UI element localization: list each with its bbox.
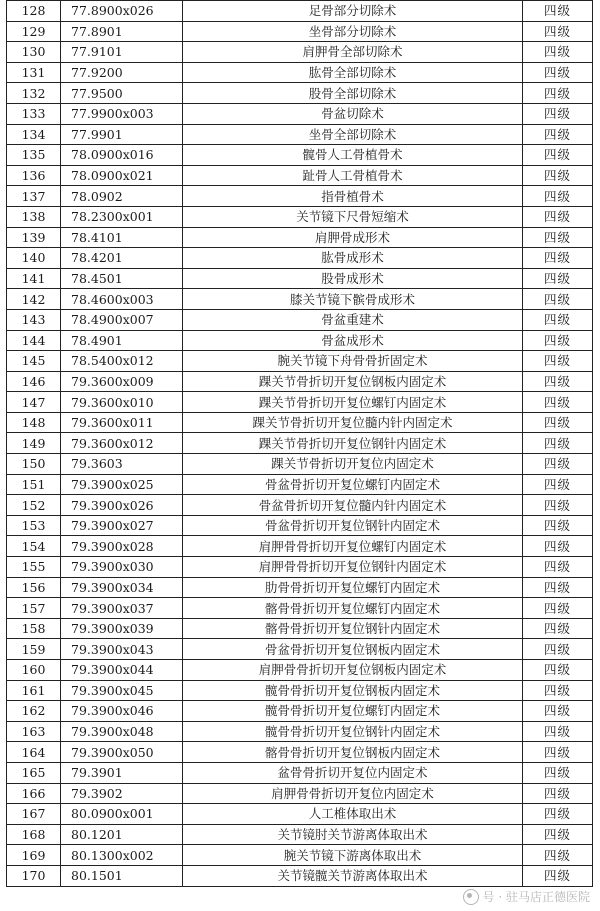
table-row [7, 330, 593, 351]
procedure-name-cell: 腕关节镜下游离体取出术 [183, 845, 523, 866]
surgery-level-cell: 四级 [523, 289, 593, 310]
procedure-name-cell: 人工椎体取出术 [183, 804, 523, 825]
surgery-level-cell: 四级 [523, 433, 593, 454]
table-row [7, 598, 593, 619]
surgery-level-cell: 四级 [523, 145, 593, 166]
surgery-level-cell: 四级 [523, 268, 593, 289]
surgery-level-cell: 四级 [523, 392, 593, 413]
row-number-cell: 132 [7, 83, 61, 104]
table-row [7, 557, 593, 578]
procedure-code-cell: 79.3900x028 [61, 536, 183, 557]
surgery-level-cell: 四级 [523, 639, 593, 660]
row-number-cell: 130 [7, 42, 61, 63]
procedure-code-cell: 79.3900x039 [61, 618, 183, 639]
table-row [7, 186, 593, 207]
row-number-cell: 134 [7, 124, 61, 145]
row-number-cell: 144 [7, 330, 61, 351]
procedure-code-cell: 79.3900x046 [61, 701, 183, 722]
surgery-level-cell: 四级 [523, 701, 593, 722]
procedure-code-cell: 78.4900x007 [61, 309, 183, 330]
procedure-code-cell: 79.3900x025 [61, 474, 183, 495]
procedure-name-cell: 踝关节骨折切开复位螺钉内固定术 [183, 392, 523, 413]
procedure-name-cell: 骨盆骨折切开复位髓内针内固定术 [183, 495, 523, 516]
row-number-cell: 157 [7, 598, 61, 619]
table-row [7, 865, 593, 886]
procedure-code-cell: 78.4201 [61, 248, 183, 269]
procedure-name-cell: 踝关节骨折切开复位钢针内固定术 [183, 433, 523, 454]
surgery-level-cell: 四级 [523, 680, 593, 701]
procedure-table [6, 0, 593, 887]
procedure-code-cell: 79.3600x012 [61, 433, 183, 454]
procedure-name-cell: 髋骨骨折切开复位钢针内固定术 [183, 721, 523, 742]
table-row [7, 62, 593, 83]
surgery-level-cell: 四级 [523, 515, 593, 536]
procedure-name-cell: 指骨植骨术 [183, 186, 523, 207]
procedure-name-cell: 骨盆重建术 [183, 309, 523, 330]
table-row [7, 721, 593, 742]
row-number-cell: 166 [7, 783, 61, 804]
procedure-code-cell: 79.3900x034 [61, 577, 183, 598]
procedure-name-cell: 肋骨骨折切开复位螺钉内固定术 [183, 577, 523, 598]
table-row [7, 145, 593, 166]
table-row [7, 618, 593, 639]
table-row [7, 309, 593, 330]
row-number-cell: 145 [7, 351, 61, 372]
procedure-name-cell: 足骨部分切除术 [183, 1, 523, 22]
table-row [7, 124, 593, 145]
procedure-name-cell: 骨盆骨折切开复位钢板内固定术 [183, 639, 523, 660]
surgery-level-cell: 四级 [523, 186, 593, 207]
procedure-code-cell: 79.3900x048 [61, 721, 183, 742]
procedure-name-cell: 膝关节镜下髌骨成形术 [183, 289, 523, 310]
procedure-name-cell: 髋骨人工骨植骨术 [183, 145, 523, 166]
procedure-code-cell: 79.3600x011 [61, 412, 183, 433]
row-number-cell: 158 [7, 618, 61, 639]
procedure-name-cell: 股骨全部切除术 [183, 83, 523, 104]
table-row [7, 165, 593, 186]
surgery-level-cell: 四级 [523, 124, 593, 145]
row-number-cell: 155 [7, 557, 61, 578]
procedure-code-cell: 79.3902 [61, 783, 183, 804]
row-number-cell: 156 [7, 577, 61, 598]
table-row [7, 783, 593, 804]
surgery-level-cell: 四级 [523, 474, 593, 495]
table-row [7, 701, 593, 722]
table-row [7, 433, 593, 454]
row-number-cell: 131 [7, 62, 61, 83]
procedure-code-cell: 77.9200 [61, 62, 183, 83]
surgery-level-cell: 四级 [523, 412, 593, 433]
wechat-account-icon [463, 889, 479, 905]
table-row [7, 536, 593, 557]
procedure-name-cell: 肩胛骨骨折切开复位螺钉内固定术 [183, 536, 523, 557]
table-row [7, 227, 593, 248]
surgery-level-cell: 四级 [523, 598, 593, 619]
table-row [7, 660, 593, 681]
surgery-level-cell: 四级 [523, 103, 593, 124]
table-row [7, 42, 593, 63]
table-row [7, 804, 593, 825]
row-number-cell: 153 [7, 515, 61, 536]
table-row [7, 762, 593, 783]
surgery-level-cell: 四级 [523, 804, 593, 825]
watermark-text: 号 · 驻马店正德医院 [482, 890, 590, 904]
procedure-code-cell: 79.3900x037 [61, 598, 183, 619]
procedure-name-cell: 肩胛骨成形术 [183, 227, 523, 248]
table-row [7, 83, 593, 104]
row-number-cell: 142 [7, 289, 61, 310]
table-row [7, 289, 593, 310]
procedure-code-cell: 78.4600x003 [61, 289, 183, 310]
row-number-cell: 138 [7, 206, 61, 227]
row-number-cell: 167 [7, 804, 61, 825]
row-number-cell: 151 [7, 474, 61, 495]
procedure-name-cell: 肱骨全部切除术 [183, 62, 523, 83]
surgery-level-cell: 四级 [523, 83, 593, 104]
surgery-level-cell: 四级 [523, 371, 593, 392]
procedure-code-cell: 79.3900x045 [61, 680, 183, 701]
procedure-code-cell: 79.3900x027 [61, 515, 183, 536]
procedure-name-cell: 骨盆骨折切开复位钢针内固定术 [183, 515, 523, 536]
procedure-name-cell: 髋骨骨折切开复位钢板内固定术 [183, 680, 523, 701]
row-number-cell: 169 [7, 845, 61, 866]
table-row [7, 515, 593, 536]
procedure-name-cell: 腕关节镜下舟骨骨折固定术 [183, 351, 523, 372]
table-row [7, 103, 593, 124]
procedure-code-cell: 80.0900x001 [61, 804, 183, 825]
procedure-name-cell: 肩胛骨骨折切开复位钢针内固定术 [183, 557, 523, 578]
procedure-code-cell: 78.2300x001 [61, 206, 183, 227]
row-number-cell: 137 [7, 186, 61, 207]
row-number-cell: 139 [7, 227, 61, 248]
procedure-code-cell: 79.3600x010 [61, 392, 183, 413]
row-number-cell: 154 [7, 536, 61, 557]
row-number-cell: 150 [7, 454, 61, 475]
procedure-name-cell: 肩胛骨骨折切开复位钢板内固定术 [183, 660, 523, 681]
surgery-level-cell: 四级 [523, 783, 593, 804]
row-number-cell: 135 [7, 145, 61, 166]
table-row [7, 206, 593, 227]
procedure-code-cell: 77.9900x003 [61, 103, 183, 124]
surgery-level-cell: 四级 [523, 557, 593, 578]
procedure-name-cell: 髂骨骨折切开复位螺钉内固定术 [183, 598, 523, 619]
table-row [7, 845, 593, 866]
surgery-level-cell: 四级 [523, 1, 593, 22]
surgery-level-cell: 四级 [523, 227, 593, 248]
procedure-code-cell: 78.5400x012 [61, 351, 183, 372]
table-row [7, 268, 593, 289]
procedure-code-cell: 79.3900x030 [61, 557, 183, 578]
row-number-cell: 147 [7, 392, 61, 413]
table-row [7, 474, 593, 495]
procedure-name-cell: 踝关节骨折切开复位髓内针内固定术 [183, 412, 523, 433]
procedure-name-cell: 骨盆切除术 [183, 103, 523, 124]
row-number-cell: 136 [7, 165, 61, 186]
surgery-level-cell: 四级 [523, 762, 593, 783]
procedure-table-body [7, 1, 593, 887]
table-row [7, 412, 593, 433]
row-number-cell: 163 [7, 721, 61, 742]
table-row [7, 1, 593, 22]
surgery-level-cell: 四级 [523, 577, 593, 598]
procedure-code-cell: 77.8901 [61, 21, 183, 42]
procedure-name-cell: 髂骨骨折切开复位钢板内固定术 [183, 742, 523, 763]
procedure-code-cell: 77.9500 [61, 83, 183, 104]
row-number-cell: 164 [7, 742, 61, 763]
row-number-cell: 129 [7, 21, 61, 42]
surgery-level-cell: 四级 [523, 618, 593, 639]
surgery-level-cell: 四级 [523, 454, 593, 475]
row-number-cell: 168 [7, 824, 61, 845]
surgery-level-cell: 四级 [523, 721, 593, 742]
row-number-cell: 148 [7, 412, 61, 433]
table-row [7, 742, 593, 763]
procedure-code-cell: 79.3900x050 [61, 742, 183, 763]
surgery-level-cell: 四级 [523, 42, 593, 63]
surgery-level-cell: 四级 [523, 865, 593, 886]
procedure-code-cell: 80.1300x002 [61, 845, 183, 866]
surgery-level-cell: 四级 [523, 742, 593, 763]
surgery-level-cell: 四级 [523, 206, 593, 227]
procedure-name-cell: 关节镜髋关节游离体取出术 [183, 865, 523, 886]
procedure-name-cell: 踝关节骨折切开复位钢板内固定术 [183, 371, 523, 392]
procedure-code-cell: 78.4101 [61, 227, 183, 248]
procedure-name-cell: 坐骨部分切除术 [183, 21, 523, 42]
table-row [7, 824, 593, 845]
row-number-cell: 162 [7, 701, 61, 722]
procedure-code-cell: 79.3900x026 [61, 495, 183, 516]
procedure-table-sheet [6, 0, 592, 887]
row-number-cell: 170 [7, 865, 61, 886]
watermark [463, 888, 590, 905]
row-number-cell: 149 [7, 433, 61, 454]
procedure-name-cell: 关节镜肘关节游离体取出术 [183, 824, 523, 845]
table-row [7, 680, 593, 701]
procedure-code-cell: 80.1501 [61, 865, 183, 886]
procedure-name-cell: 肩胛骨全部切除术 [183, 42, 523, 63]
surgery-level-cell: 四级 [523, 660, 593, 681]
procedure-code-cell: 78.4501 [61, 268, 183, 289]
surgery-level-cell: 四级 [523, 21, 593, 42]
procedure-code-cell: 77.8900x026 [61, 1, 183, 22]
row-number-cell: 159 [7, 639, 61, 660]
procedure-name-cell: 骨盆成形术 [183, 330, 523, 351]
procedure-code-cell: 78.0900x016 [61, 145, 183, 166]
surgery-level-cell: 四级 [523, 248, 593, 269]
procedure-name-cell: 坐骨全部切除术 [183, 124, 523, 145]
surgery-level-cell: 四级 [523, 351, 593, 372]
procedure-name-cell: 骨盆骨折切开复位螺钉内固定术 [183, 474, 523, 495]
procedure-name-cell: 踝关节骨折切开复位内固定术 [183, 454, 523, 475]
row-number-cell: 133 [7, 103, 61, 124]
table-row [7, 371, 593, 392]
procedure-name-cell: 趾骨人工骨植骨术 [183, 165, 523, 186]
procedure-code-cell: 79.3900x044 [61, 660, 183, 681]
procedure-code-cell: 78.4901 [61, 330, 183, 351]
surgery-level-cell: 四级 [523, 824, 593, 845]
procedure-code-cell: 78.0900x021 [61, 165, 183, 186]
surgery-level-cell: 四级 [523, 495, 593, 516]
surgery-level-cell: 四级 [523, 62, 593, 83]
procedure-name-cell: 关节镜下尺骨短缩术 [183, 206, 523, 227]
row-number-cell: 165 [7, 762, 61, 783]
procedure-code-cell: 79.3600x009 [61, 371, 183, 392]
table-row [7, 495, 593, 516]
table-row [7, 392, 593, 413]
table-row [7, 21, 593, 42]
row-number-cell: 140 [7, 248, 61, 269]
procedure-name-cell: 盆骨骨折切开复位内固定术 [183, 762, 523, 783]
procedure-code-cell: 79.3900x043 [61, 639, 183, 660]
procedure-code-cell: 80.1201 [61, 824, 183, 845]
row-number-cell: 146 [7, 371, 61, 392]
procedure-name-cell: 股骨成形术 [183, 268, 523, 289]
table-row [7, 577, 593, 598]
row-number-cell: 128 [7, 1, 61, 22]
row-number-cell: 141 [7, 268, 61, 289]
table-row [7, 639, 593, 660]
row-number-cell: 161 [7, 680, 61, 701]
table-row [7, 351, 593, 372]
procedure-code-cell: 78.0902 [61, 186, 183, 207]
table-row [7, 248, 593, 269]
surgery-level-cell: 四级 [523, 309, 593, 330]
surgery-level-cell: 四级 [523, 165, 593, 186]
row-number-cell: 143 [7, 309, 61, 330]
procedure-code-cell: 77.9901 [61, 124, 183, 145]
procedure-name-cell: 髋骨骨折切开复位螺钉内固定术 [183, 701, 523, 722]
procedure-name-cell: 肱骨成形术 [183, 248, 523, 269]
surgery-level-cell: 四级 [523, 845, 593, 866]
procedure-code-cell: 79.3603 [61, 454, 183, 475]
procedure-code-cell: 79.3901 [61, 762, 183, 783]
surgery-level-cell: 四级 [523, 330, 593, 351]
surgery-level-cell: 四级 [523, 536, 593, 557]
table-row [7, 454, 593, 475]
procedure-name-cell: 肩胛骨骨折切开复位内固定术 [183, 783, 523, 804]
row-number-cell: 152 [7, 495, 61, 516]
row-number-cell: 160 [7, 660, 61, 681]
procedure-name-cell: 髂骨骨折切开复位钢针内固定术 [183, 618, 523, 639]
procedure-code-cell: 77.9101 [61, 42, 183, 63]
